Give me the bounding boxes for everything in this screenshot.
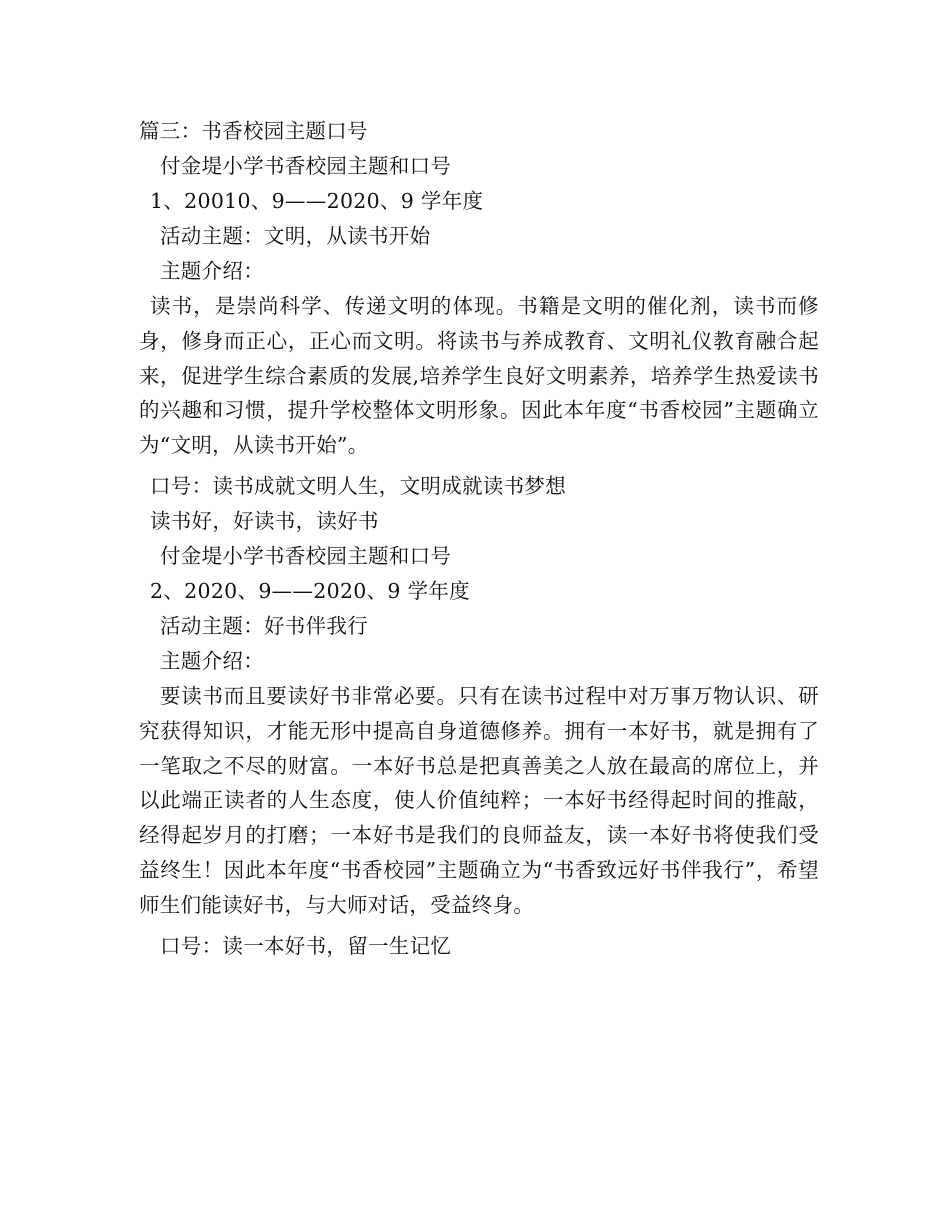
- section2-year: 2、2020、9——2020、9 学年度: [150, 579, 470, 603]
- section2-intro-text: 要读书而且要读好书非常必要。只有在读书过程中对万事万物认识、研究获得知识，才能无形中提高自身道德修养。拥有一本好书，就是拥有了一笔取之不尽的财富。一本好书总是把真善美之人放在最高的席位上，并以此端正读者的人生态度，使人价值纯粹；一本好书经得起时间的推敲，经得起岁月的打磨；一本好书是我们的良师益友，读一本好书将使我们受益终生！因此本年度“书香校园”主题确立为“书香致远好书伴我行”，希望师生们能读好书，与大师对话，受益终身。: [139, 684, 819, 917]
- section1-year: 1、20010、9——2020、9 学年度: [150, 189, 484, 213]
- section2-slogan: 口号：读一本好书，留一生记忆: [160, 934, 452, 958]
- section2-intro-label: 主题介绍：: [160, 649, 264, 673]
- section2-heading: 付金堤小学书香校园主题和口号: [160, 544, 452, 568]
- section1-heading: 付金堤小学书香校园主题和口号: [160, 154, 452, 178]
- document-title: 篇三：书香校园主题口号: [139, 119, 368, 143]
- section2-theme: 活动主题：好书伴我行: [160, 614, 368, 638]
- section1-slogan-2: 读书好，好读书，读好书: [150, 509, 379, 533]
- section1-intro-text: 读书，是崇尚科学、传递文明的体现。书籍是文明的催化剂，读书而修身，修身而正心，正心而文明。将读书与养成教育、文明礼仪教育融合起来，促进学生综合素质的发展,培养学生良好文明素养，培养学生热爱读书的兴趣和习惯，提升学校整体文明形象。因此本年度“书香校园”主题确立为“文明，从读书开始”。: [139, 294, 819, 458]
- section1-intro-label: 主题介绍：: [160, 259, 264, 283]
- section1-slogan: 口号：读书成就文明人生，文明成就读书梦想: [150, 474, 566, 498]
- section1-theme: 活动主题：文明，从读书开始: [160, 224, 431, 248]
